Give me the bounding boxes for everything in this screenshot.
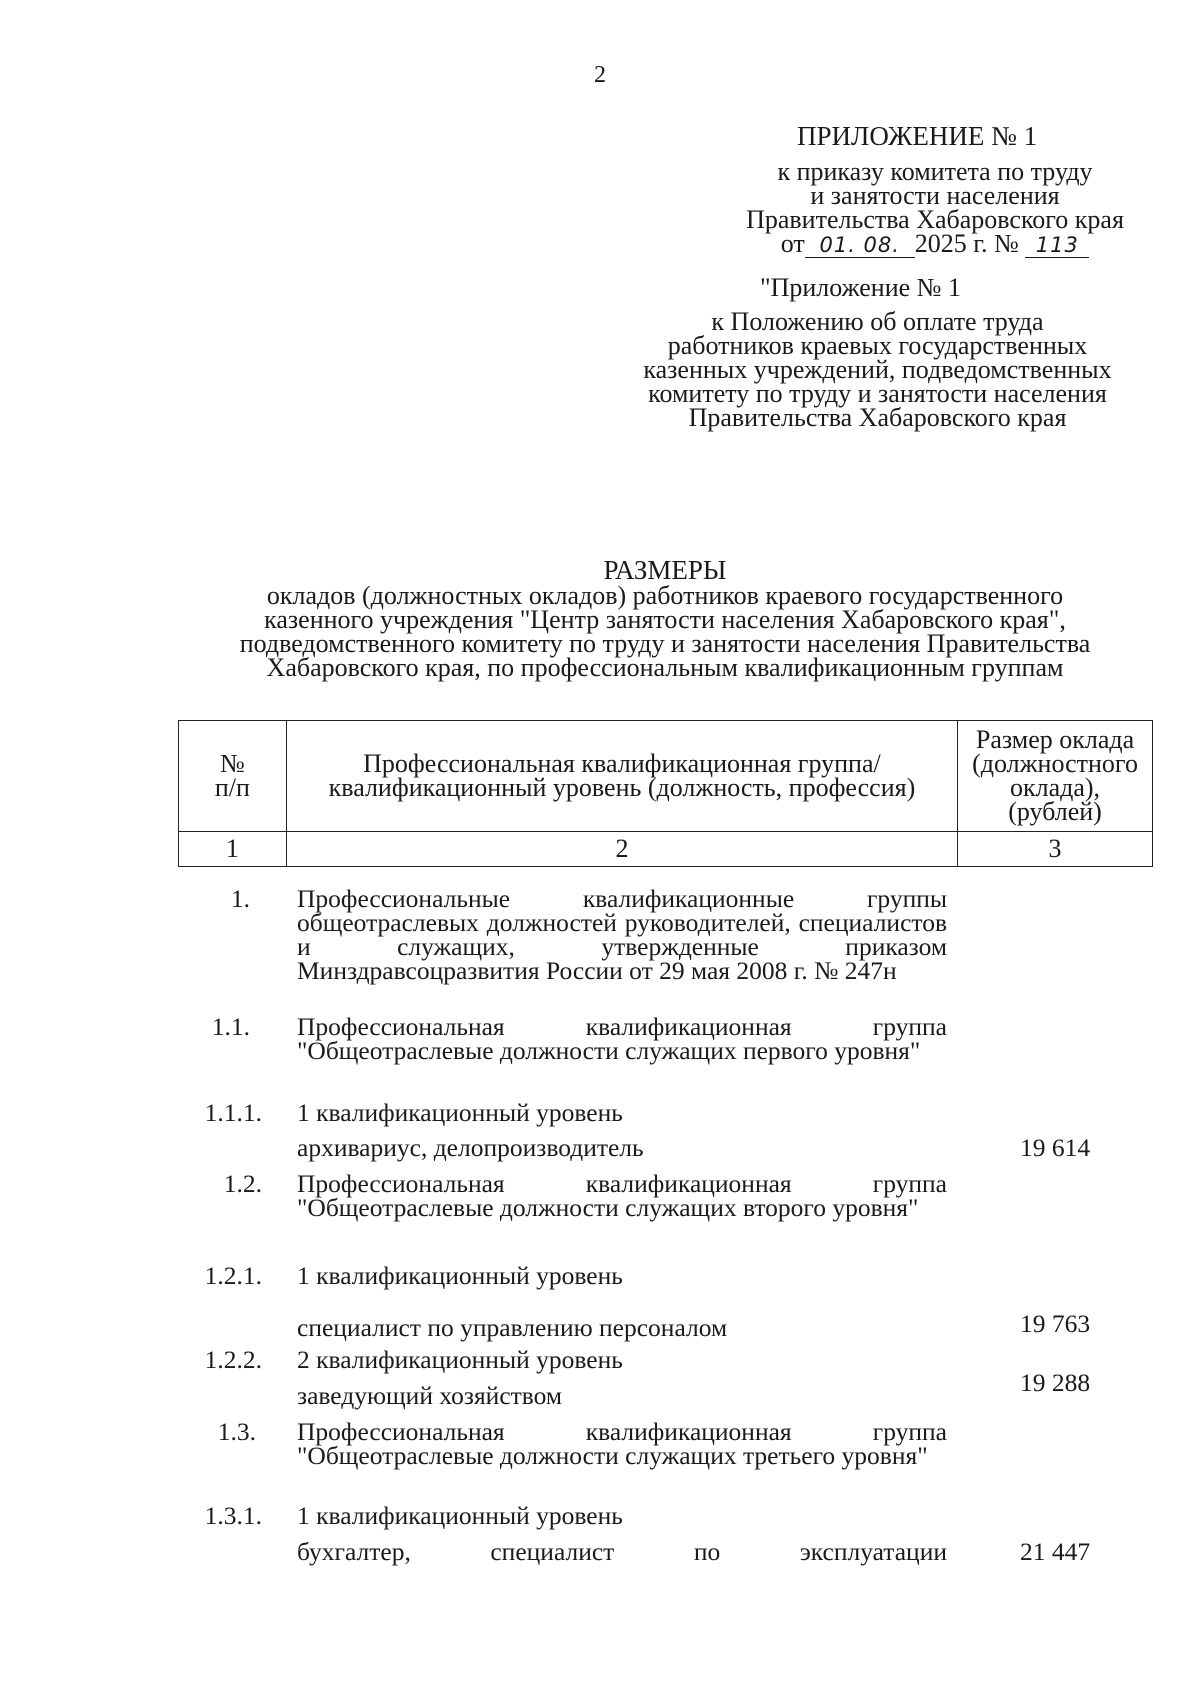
row-text: Профессиональная квалификационная группа "Общеотраслевые должности служащих второго уровня" (297, 1169, 947, 1222)
salary-value: 21 447 (1019, 1537, 1091, 1566)
header-index-3: 3 (958, 832, 1153, 867)
regulation-line-3: казенных учреждений, подведомственных (643, 355, 1112, 384)
row-text: Профессиональная квалификационная группа "Общеотраслевые должности служащих первого уровня" (297, 1012, 947, 1065)
row-number: 1.1.1. (204, 1098, 262, 1127)
heading-line-4: Хабаровского края, по профессиональным квалификационным группам (266, 653, 1064, 682)
date-suffix: 2025 г. № (914, 229, 1019, 258)
regulation-line-4: комитету по труду и занятости населения (648, 379, 1107, 408)
order-date-line (700, 229, 1170, 258)
header-col-group: Профессиональная квалификационная группа/ квалификационный уровень (должность, профессия) (286, 721, 957, 832)
regulation-title: "Приложение № 1 (760, 273, 961, 302)
position-text: заведующий хозяйством (297, 1381, 563, 1410)
salary-value: 19 763 (1019, 1309, 1091, 1338)
header-col-number: № п/п (179, 721, 287, 832)
regulation-line-1: к Положению об оплате труда (711, 307, 1044, 336)
salary-table-header (178, 720, 1153, 867)
appendix-order-block (700, 157, 1170, 258)
date-prefix: от (780, 229, 805, 258)
regulation-block (600, 307, 1155, 432)
regulation-line-5: Правительства Хабаровского края (688, 403, 1067, 432)
header-index-1: 1 (179, 832, 287, 867)
appendix-line-3: Правительства Хабаровского края (746, 205, 1124, 234)
row-number: 1.2. (223, 1169, 262, 1198)
row-number: 1.1. (211, 1012, 250, 1041)
handwritten-number: 113 (1025, 233, 1089, 258)
header-index-2: 2 (286, 832, 957, 867)
row-number: 1.3. (217, 1417, 256, 1446)
row-text: 2 квалификационный уровень (297, 1345, 623, 1374)
heading-line-2: казенного учреждения "Центр занятости населения Хабаровского края", (264, 605, 1066, 634)
row-text: 1 квалификационный уровень (297, 1261, 623, 1290)
row-number: 1.2.2. (204, 1345, 262, 1374)
heading-line-3: подведомственного комитету по труду и занятости населения Правительства (239, 629, 1091, 658)
row-number: 1.3.1. (204, 1501, 262, 1530)
appendix-line-1: к приказу комитета по труду (777, 157, 1093, 186)
salary-value: 19 288 (1019, 1368, 1091, 1397)
row-text: Профессиональные квалификационные группы общеотраслевых должностей руководителей, специалистов и служащих, утвержденные приказом Минздравсоцразвития России от 29 мая 2008 г. № 247н (297, 884, 947, 985)
header-col-salary: Размер оклада (должностного оклада), (рублей) (958, 721, 1153, 832)
position-text: бухгалтер, специалист по эксплуатации (297, 1537, 947, 1566)
position-text: специалист по управлению персоналом (297, 1313, 728, 1342)
heading-line-1: окладов (должностных окладов) работников краевого государственного (266, 581, 1064, 610)
appendix-title: ПРИЛОЖЕНИЕ № 1 (797, 121, 1038, 151)
position-text: архивариус, делопроизводитель (297, 1133, 644, 1162)
heading-title: РАЗМЕРЫ (603, 555, 727, 585)
appendix-line-2: и занятости населения (810, 181, 1060, 210)
row-number: 1.2.1. (204, 1261, 262, 1290)
handwritten-date: 01. 08. (805, 233, 915, 258)
row-text: 1 квалификационный уровень (297, 1098, 623, 1127)
document-heading (180, 555, 1150, 682)
row-number: 1. (230, 884, 250, 913)
row-text: Профессиональная квалификационная группа "Общеотраслевые должности служащих третьего уровня" (297, 1417, 947, 1470)
page-number: 2 (594, 62, 606, 88)
salary-value: 19 614 (1019, 1133, 1091, 1162)
regulation-line-2: работников краевых государственных (667, 331, 1088, 360)
row-text: 1 квалификационный уровень (297, 1501, 623, 1530)
